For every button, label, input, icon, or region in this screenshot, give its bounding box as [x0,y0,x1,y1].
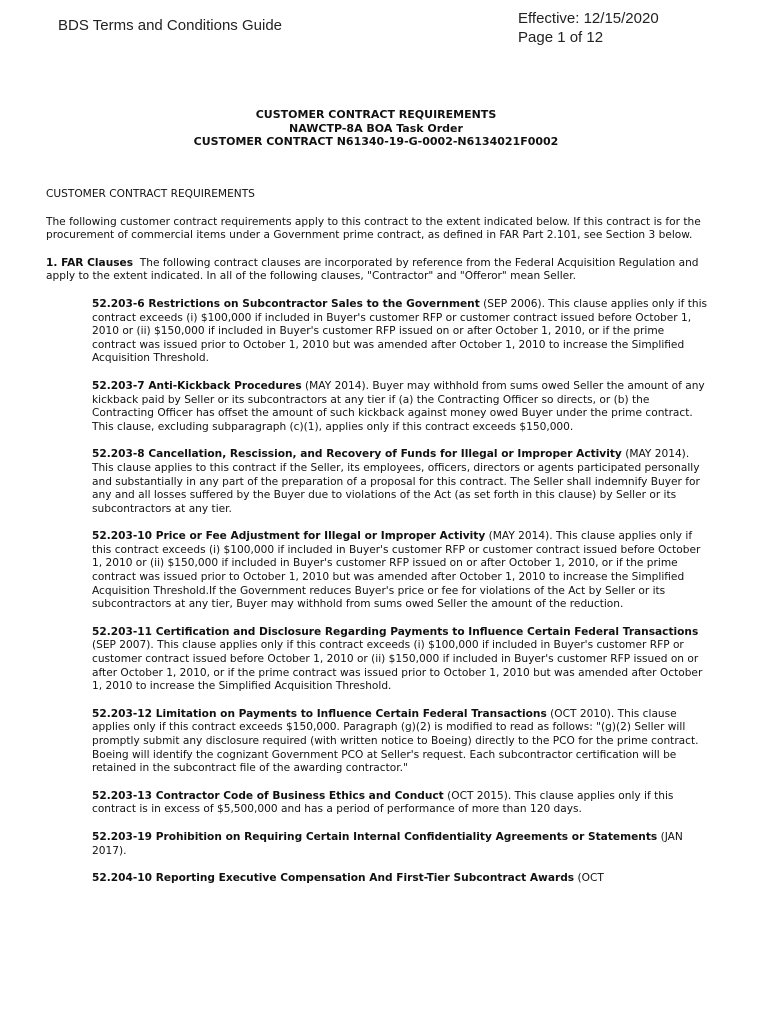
far-clauses-heading: 1. FAR Clauses [46,256,134,269]
clause-title: 52.204-10 Reporting Executive Compensation And First-Tier Subcontract Awards [92,872,575,885]
clause-title: 52.203-13 Contractor Code of Business Ethics and Conduct [92,789,444,802]
clause-52-203-7 [92,380,710,434]
clause-text: (SEP 2007). This clause applies only if this contract exceeds (i) $100,000 if included in Buyer's customer RFP or customer contract issued before October 1, 2010 or (ii) $150,000 if included in Buyer's customer RFP issued on or after October 1, 2010, or if the prime contract was issued prior to October 1, 2010 but was amended after October 1, 2010 to increase the Simplified Acquisition Threshold. [92,639,703,693]
clause-title: 52.203-12 Limitation on Payments to Influence Certain Federal Transactions [92,707,547,720]
clause-title: 52.203-19 Prohibition on Requiring Certain Internal Confidentiality Agreements or Statements [92,830,658,843]
clause-text: (MAY 2014). Buyer may withhold from sums owed Seller the amount of any kickback paid by Seller or its subcontractors at any tier if (a) the Contracting Officer so directs, or (b) the Contracting Officer has offset the amount of such kickback against money owed Buyer under the prime contract. This clause, excluding subparagraph (c)(1), applies only if this contract exceeds $150,000. [92,379,705,433]
clause-title: 52.203-7 Anti-Kickback Procedures [92,379,302,392]
clause-52-203-19 [92,831,710,858]
clause-text: (OCT 2010). This clause applies only if this contract exceeds $150,000. Paragraph (g)(2) is modified to read as follows: "(g)(2) Seller will promptly submit any disclosure required (with written notice to Boeing) directly to the PCO for the prime contract. Boeing will identify the cognizant Government PCO at Seller's request. Each subcontractor certification will be retained in the subcontract file of the awarding contractor." [92,707,699,775]
clause-52-204-10 [92,872,710,886]
effective-date: Effective: 12/15/2020 [518,10,659,27]
clause-text: (OCT [577,872,604,885]
far-clauses-paragraph [46,257,710,284]
clause-title: 52.203-6 Restrictions on Subcontractor Sales to the Government [92,297,480,310]
clause-text: (JAN 2017). [92,830,683,857]
clause-title: 52.203-11 Certification and Disclosure Regarding Payments to Influence Certain Federal Transactions [92,625,699,638]
clause-title: 52.203-8 Cancellation, Rescission, and Recovery of Funds for Illegal or Improper Activity [92,448,622,461]
document-body [46,188,710,900]
guide-title: BDS Terms and Conditions Guide [58,17,283,34]
clause-52-203-12 [92,708,710,776]
far-clauses-text: The following contract clauses are incorporated by reference from the Federal Acquisition Regulation and apply to the extent indicated. In all of the following clauses, "Contractor" and "Offeror" mean Seller. [46,256,699,283]
clause-text: (SEP 2006). This clause applies only if this contract exceeds (i) $100,000 if included in Buyer's customer RFP or customer contract issued before October 1, 2010 or (ii) $150,000 if included in Buyer's customer RFP issued on or after October 1, 2010, or if the prime contract was issued prior to October 1, 2010 but was amended after October 1, 2010 to increase the Simplified Acquisition Threshold. [92,297,708,365]
clause-52-203-11 [92,626,710,694]
section-heading: CUSTOMER CONTRACT REQUIREMENTS [46,188,255,200]
clause-52-203-10 [92,530,710,612]
title-line-1: CUSTOMER CONTRACT REQUIREMENTS [255,108,497,121]
title-line-3: CUSTOMER CONTRACT N61340-19-G-0002-N6134021F0002 [193,135,559,148]
clause-52-203-13 [92,790,710,817]
page-meta [518,9,659,47]
title-line-2: NAWCTP-8A BOA Task Order [289,121,463,135]
clause-title: 52.203-10 Price or Fee Adjustment for Illegal or Improper Activity [92,530,486,543]
clause-52-203-6 [92,298,710,366]
intro-paragraph: The following customer contract requirements apply to this contract to the extent indicated below. If this contract is for the procurement of commercial items under a Government prime contract, as defined in FAR Part 2.101, see Section 3 below. [46,215,701,242]
document-title [0,108,752,149]
clause-52-203-8 [92,448,710,516]
clause-text: (MAY 2014). This clause applies to this contract if the Seller, its employees, officers, directors or agents participated personally and substantially in any part of the preparation of a proposal for this contract. The Seller shall indemnify Buyer for any and all losses suffered by the Buyer due to violations of the Act (as set forth in this clause) by Seller or its subcontractors at any tier. [92,448,700,515]
page-number: Page 1 of 12 [518,29,604,46]
clause-text: (OCT 2015). This clause applies only if this contract is in excess of $5,500,000 and has a period of performance of more than 120 days. [92,789,674,816]
clause-text: (MAY 2014). This clause applies only if this contract exceeds (i) $100,000 if included in Buyer's customer RFP or customer contract issued before October 1, 2010 or (ii) $150,000 if included in Buyer's customer RFP issued on or after October 1, 2010, or if the prime contract was issued prior to October 1, 2010 but was amended after October 1, 2010 to increase the Simplified Acquisition Threshold.If the Government reduces Buyer's price or fee for violations of the Act by Seller or its subcontractors at any tier, Buyer may withhold from sums owed Seller the amount of the reduction. [92,530,701,611]
